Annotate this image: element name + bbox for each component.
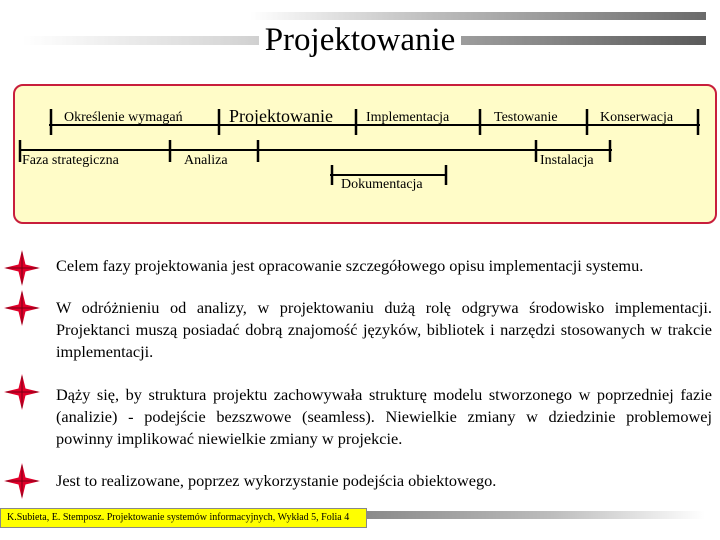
phase-label-requirements: Określenie wymagań <box>64 110 183 125</box>
phase-label-maintenance: Konserwacja <box>600 110 674 125</box>
footer-decoration-bar <box>367 511 705 519</box>
phase-label-analysis: Analiza <box>184 153 228 168</box>
phase-label-design: Projektowanie <box>229 106 333 126</box>
phase-label-testing: Testowanie <box>494 110 558 125</box>
red-star-icon <box>4 290 40 326</box>
phase-label-strategic: Faza strategiczna <box>22 153 119 168</box>
bullet-text: W odróżnieniu od analizy, w projektowaniu dużą rolę odgrywa środowisko implementacji. Projektanci muszą posiadać dobrą znajomość języków, bibliotek i narzędzi stosowanych w trakcie implementacji. <box>56 298 712 361</box>
bullet-text: Dąży się, by struktura projektu zachowywała strukturę modelu stworzonego w poprzedniej fazie (analizie) - podejście bezszwowe (seamless). Niewielkie zmiany w dziedzinie problemowej powinny implikować niewielkie zmiany w projekcie. <box>56 385 712 448</box>
red-star-icon <box>4 374 40 410</box>
red-star-icon <box>4 250 40 286</box>
footer-citation: K.Subieta, E. Stemposz. Projektowanie systemów informacyjnych, Wykład 5, Folia 4 <box>0 508 367 528</box>
red-star-icon <box>4 463 40 499</box>
phase-label-documentation: Dokumentacja <box>341 177 423 192</box>
bullet-text: Jest to realizowane, poprzez wykorzystanie podejścia obiektowego. <box>56 471 497 490</box>
bullet-text: Celem fazy projektowania jest opracowanie szczegółowego opisu implementacji systemu. <box>56 256 644 275</box>
slide-title: Projektowanie <box>259 22 462 58</box>
phase-label-installation: Instalacja <box>540 153 594 168</box>
phase-label-implementation: Implementacja <box>366 110 450 125</box>
